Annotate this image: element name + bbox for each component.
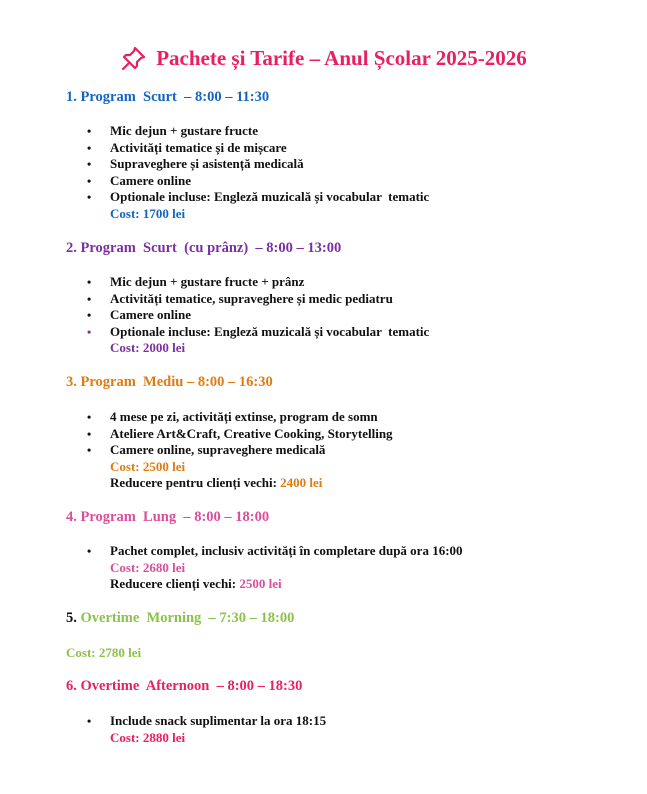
section-4-cost: Cost: 2680 lei	[110, 559, 186, 575]
list-item: • Ateliere Art&Craft, Creative Cooking, Storytelling	[66, 426, 393, 443]
section-3-heading: 3. Program Mediu – 8:00 – 16:30	[66, 374, 273, 390]
list-item: • Include snack suplimentar la ora 18:15	[66, 713, 326, 730]
section-6-heading: 6. Overtime Afternoon – 8:00 – 18:30	[66, 678, 303, 694]
section-4-heading: 4. Program Lung – 8:00 – 18:00	[66, 509, 270, 525]
section-2-cost: Cost: 2000 lei	[110, 340, 186, 356]
section-5-title: Overtime Morning – 7:30 – 18:00	[80, 610, 295, 626]
list-item: • Camere online	[66, 173, 429, 190]
section-2-heading: 2. Program Scurt (cu prânz) – 8:00 – 13:00	[66, 240, 342, 256]
discount-value: 2400 lei	[280, 475, 323, 491]
list-item: • Optionale incluse: Engleză muzicală și vocabular tematic	[66, 189, 429, 206]
list-item: • Mic dejun + gustare fructe + prânz	[66, 274, 429, 291]
list-item: • Activități tematice și de mișcare	[66, 140, 429, 157]
list-item: • 4 mese pe zi, activități extinse, program de somn	[66, 409, 393, 426]
list-item: • Mic dejun + gustare fructe	[66, 123, 429, 140]
section-3-list	[66, 409, 393, 492]
pushpin-icon	[120, 44, 148, 72]
list-item: • Optionale incluse: Engleză muzicală și vocabular tematic	[66, 324, 429, 341]
list-item: • Camere online, supraveghere medicală	[66, 442, 393, 459]
discount-label: Reducere pentru clienți vechi:	[110, 475, 281, 491]
section-5-cost: Cost: 2780 lei	[66, 645, 142, 660]
section-5-number: 5.	[66, 610, 81, 626]
section-1-heading: 1. Program Scurt – 8:00 – 11:30	[66, 89, 270, 105]
list-item: • Pachet complet, inclusiv activități în completare după ora 16:00	[66, 543, 463, 560]
section-4-list	[66, 543, 463, 593]
list-item: • Camere online	[66, 307, 429, 324]
section-6-list	[66, 713, 326, 746]
discount-label: Reducere clienți vechi:	[110, 576, 240, 592]
list-item: • Activități tematice, supraveghere și medic pediatru	[66, 291, 429, 308]
page-title-text: Pachete și Tarife – Anul Școlar 2025-2026	[156, 45, 527, 70]
section-3-cost: Cost: 2500 lei	[110, 458, 186, 474]
section-5-heading	[66, 610, 294, 627]
page-title	[0, 44, 647, 72]
section-1-list	[66, 123, 429, 223]
section-3-discount	[66, 475, 393, 492]
discount-value: 2500 lei	[239, 576, 282, 592]
list-item: • Supraveghere și asistență medicală	[66, 156, 429, 173]
section-4-discount	[66, 576, 463, 593]
section-6-cost: Cost: 2880 lei	[110, 729, 186, 745]
section-1-cost: Cost: 1700 lei	[110, 205, 186, 221]
section-2-list	[66, 274, 429, 357]
